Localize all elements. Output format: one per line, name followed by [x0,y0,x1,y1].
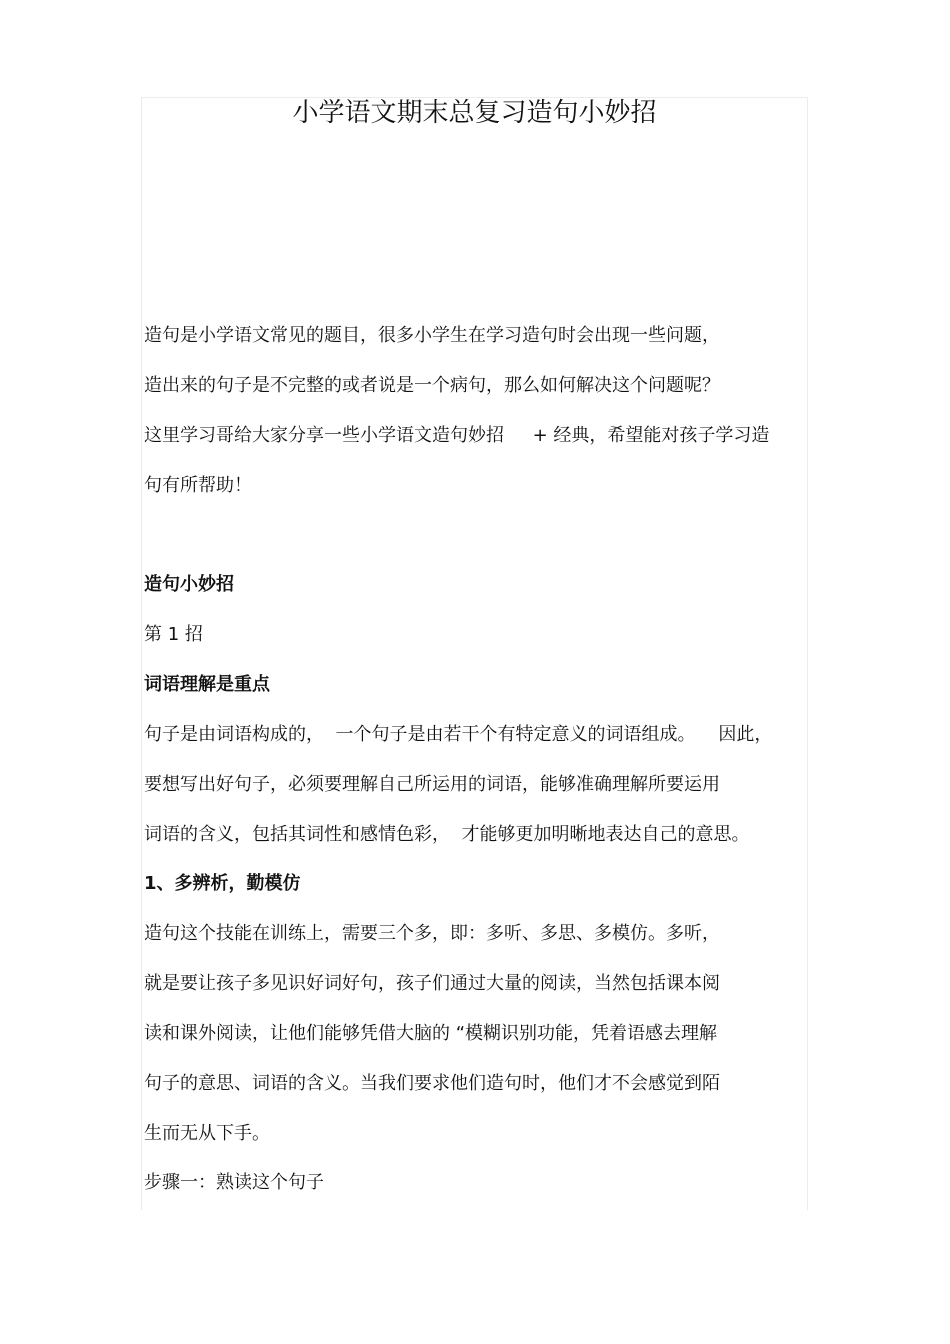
intro-line-3: 这里学习哥给大家分享一些小学语文造句妙招 + 经典，希望能对孩子学习造 [144,425,770,446]
sub-body-line-2: 就是要让孩子多见识好词好句，孩子们通过大量的阅读，当然包括课本阅 [144,973,720,994]
intro-line-4: 句有所帮助！ [144,475,252,496]
subheading: 1、多辨析，勤模仿 [144,873,301,894]
tip-body-line-2: 要想写出好句子，必须要理解自己所运用的词语，能够准确理解所要运用 [144,774,720,795]
sub-body-line-1: 造句这个技能在训练上，需要三个多，即：多听、多思、多模仿。多听， [144,923,720,944]
intro-line-2: 造出来的句子是不完整的或者说是一个病句，那么如何解决这个问题呢？ [144,375,720,396]
document-title: 小学语文期末总复习造句小妙招 [292,98,657,128]
step-one: 步骤一：熟读这个句子 [144,1172,324,1193]
sub-body-line-4: 句子的意思、词语的含义。当我们要求他们造句时，他们才不会感觉到陌 [144,1073,720,1094]
tip-number: 第 1 招 [144,624,203,645]
intro-line-1: 造句是小学语文常见的题目，很多小学生在学习造句时会出现一些问题， [144,325,720,346]
tip-heading: 词语理解是重点 [144,674,270,695]
sub-body-line-5: 生而无从下手。 [144,1123,270,1144]
tip-body-line-3: 词语的含义，包括其词性和感情色彩， 才能够更加明晰地表达自己的意思。 [144,824,750,845]
sub-body-line-3: 读和课外阅读，让他们能够凭借大脑的 “模糊识别功能，凭着语感去理解 [144,1023,718,1044]
tip-body-line-1: 句子是由词语构成的， 一个句子是由若干个有特定意义的词语组成。 因此， [144,724,773,745]
section-heading: 造句小妙招 [144,574,234,595]
